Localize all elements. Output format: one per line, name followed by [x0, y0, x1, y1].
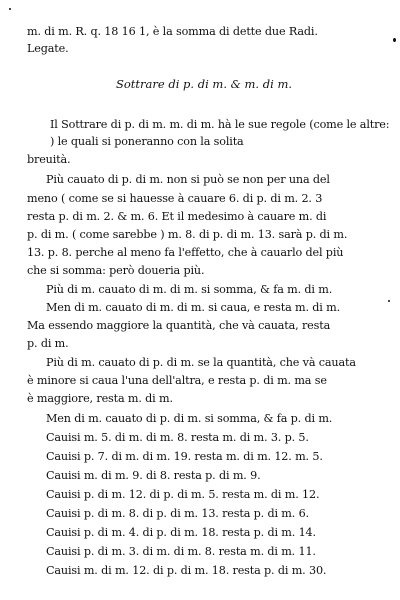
text-line: Cauisi p. di m. 3. di m. di m. 8. resta m. di m. 11. — [46, 545, 316, 558]
section-heading: Sottrare di p. di m. & m. di m. — [116, 77, 292, 91]
text-line: Men di m. cauato di p. di m. si somma, & fa p. di m. — [46, 412, 333, 425]
text-line: Ma essendo maggiore la quantità, che và cauata, resta — [27, 319, 331, 332]
text-line: Cauisi p. di m. 12. di p. di m. 5. resta m. di m. 12. — [46, 488, 320, 501]
text-line: p. di m. ( come sarebbe ) m. 8. di p. di m. 13. sarà p. di m. — [27, 228, 348, 241]
text-line: è minore si caua l'una dell'altra, e resta p. di m. ma se — [27, 374, 327, 387]
text-line: Il Sottrare di p. di m. m. di m. hà le sue regole (come le altre: ) le quali si poneranno con la solita — [50, 118, 390, 148]
text-line: Cauisi p. 7. di m. di m. 19. resta m. di m. 12. m. 5. — [46, 450, 323, 463]
text-line: 13. p. 8. perche al meno fa l'effetto, che à cauarlo del più — [27, 246, 344, 259]
text-line: Cauisi m. di m. 9. di 8. resta p. di m. 9. — [46, 469, 261, 482]
scan-speck — [9, 8, 11, 10]
text-line: Cauisi p. di m. 4. di p. di m. 18. resta p. di m. 14. — [46, 526, 316, 539]
text-line: Legate. — [27, 42, 69, 55]
text-line: p. di m. — [27, 337, 69, 350]
text-line: meno ( come se si hauesse à cauare 6. di p. di m. 2. 3 — [27, 192, 323, 205]
text-line: m. di m. R. q. 18 16 1, è la somma di dette due Radi. — [27, 25, 318, 38]
text-line: Men di m. cauato di m. di m. si caua, e resta m. di m. — [46, 301, 340, 314]
text-line: Più cauato di p. di m. non si può se non per una del — [46, 173, 330, 186]
text-line: Cauisi m. 5. di m. di m. 8. resta m. di m. 3. p. 5. — [46, 431, 309, 444]
text-line: Cauisi m. di m. 12. di p. di m. 18. resta p. di m. 30. — [46, 564, 327, 577]
scan-speck — [388, 300, 390, 302]
scan-speck — [393, 38, 396, 42]
text-line: che si somma: però doueria più. — [27, 264, 205, 277]
text-line: Più di m. cauato di p. di m. se la quantità, che và cauata — [46, 356, 356, 369]
text-line: resta p. di m. 2. & m. 6. Et il medesimo à cauare m. di — [27, 210, 327, 223]
text-line: è maggiore, resta m. di m. — [27, 392, 173, 405]
text-line: Cauisi p. di m. 8. di p. di m. 13. resta p. di m. 6. — [46, 507, 309, 520]
text-line: Più di m. cauato di m. di m. si somma, & fa m. di m. — [46, 283, 333, 296]
text-line: breuità. — [27, 153, 71, 166]
